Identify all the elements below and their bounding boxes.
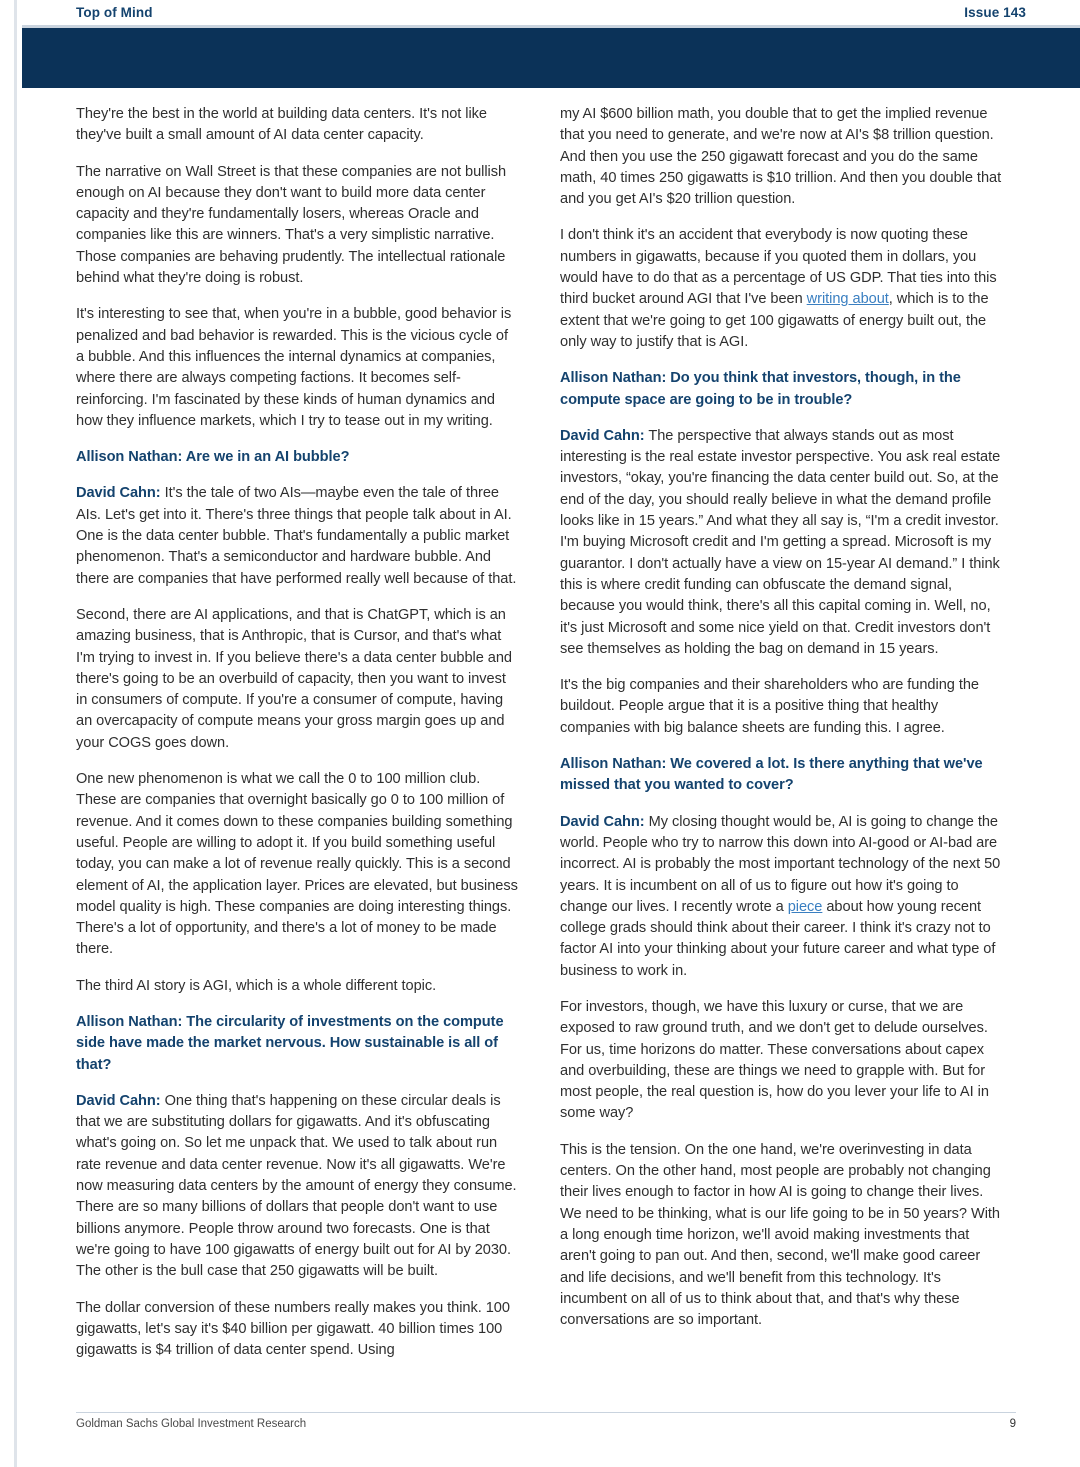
- interview-answer: [76, 1091, 520, 1283]
- right-column: [560, 104, 1004, 1346]
- body-paragraph: It's the big companies and their shareholders who are funding the buildout. People argue that it is a positive thing that healthy companies with big balance sheets are funding this. I agree.: [560, 677, 979, 736]
- paragraph-text-after-link: , which is to the extent that we're going to get 100 gigawatts of energy built out, the only way to justify that is AGI.: [560, 291, 989, 350]
- interview-question: Allison Nathan: Do you think that investors, though, in the compute space are going to be in trouble?: [560, 370, 961, 408]
- body-paragraph-with-link: [560, 225, 1004, 353]
- header-title-left: Top of Mind: [76, 5, 153, 20]
- body-paragraph: It's interesting to see that, when you're in a bubble, good behavior is penalized and bad behavior is rewarded. This is the vicious cycle of a bubble. And this influences the internal dynamics at companies, where there are always competing factions. It becomes self-reinforcing. I'm fascinated by these kinds of human dynamics and how they influence markets, which I try to tease out in my writing.: [76, 306, 512, 429]
- interview-question: Allison Nathan: The circularity of investments on the compute side have made the market nervous. How sustainable is all of that?: [76, 1013, 504, 1073]
- body-paragraph: This is the tension. On the one hand, we're overinvesting in data centers. On the other hand, most people are probably not changing their lives enough to factor in how AI is going to change their lives. We need to be thinking, what is our life going to be in 50 years? With a long enough time horizon, we'll avoid making investments that aren't going to pan out. And then, second, we'll make good career and life decisions, and we'll benefit from this technology. It's incumbent on all of us to think about that, and that's why these conversations are so important.: [560, 1141, 1000, 1329]
- header-banner: [22, 28, 1080, 88]
- body-paragraph: The narrative on Wall Street is that these companies are not bullish enough on AI because they don't want to build more data center capacity and they're fundamentally losers, whereas Oracle and companies like this are winners. That's a very simplistic narrative. Those companies are behaving prudently. The intellectual rationale behind what they're doing is robust.: [76, 163, 507, 287]
- answer-text-after-link: about how young recent college grads should think about their career. I think it's crazy not to factor AI into your thinking about your future career and what type of business to work in.: [560, 898, 996, 979]
- body-paragraph: The third AI story is AGI, which is a whole different topic.: [76, 977, 437, 994]
- answer-text: The perspective that always stands out as most interesting is the real estate investor perspective. You ask real estate investors, “okay, you're financing the data center build out. So, at the end of the day, you should really believe in what the demand profile looks like in 15 years.” And what they all say is, “I'm a credit investor. I'm buying Microsoft credit and I'm getting a spread. Microsoft is my guarantor. I don't actually have a view on 15-year AI demand.” I think this is where credit funding can obfuscate the demand signal, because you would think, there's all this capital coming in. Well, no, it's just Microsoft and some nice yield on that. Credit investors don't see themselves as holding the bag on demand in 15 years.: [560, 427, 1001, 657]
- footer-page-number: 9: [1009, 1418, 1016, 1430]
- interview-answer: [560, 426, 1004, 660]
- answer-text: It's the tale of two AIs—maybe even the tale of three AIs. Let's get into it. There's three things that people talk about in AI. One is the data center bubble. That's fundamentally a public market phenomenon. That's a semiconductor and hardware bubble. And there are companies that have performed really well because of that.: [76, 485, 517, 587]
- footer-divider: [76, 1412, 1016, 1413]
- left-column: [76, 104, 520, 1376]
- footer-source: Goldman Sachs Global Investment Research: [76, 1418, 307, 1430]
- paragraph-text-before-link: I don't think it's an accident that everybody is now quoting these numbers in gigawatts, because if you quoted them in dollars, you would have to do that as a percentage of US GDP. That ties into this third bucket around AGI that I've been: [560, 227, 997, 308]
- answer-text-before-link: My closing thought would be, AI is going to change the world. People who try to narrow this down into AI-good or AI-bad are incorrect. AI is probably the most important technology of the next 50 years. It is incumbent on all of us to figure out how it's going to change our lives. I recently wrote a: [560, 813, 1001, 915]
- answer-text: One thing that's happening on these circular deals is that we are substituting dollars for gigawatts. And it's obfuscating what's going on. So let me unpack that. We used to talk about run rate revenue and data center revenue. Now it's all gigawatts. We're now measuring data centers by the amount of energy they consume. There are so many billions of dollars that people don't want to use billions anymore. People throw around two forecasts. One is that we're going to have 100 gigawatts of energy built out for AI by 2030. The other is the bull case that 250 gigawatts will be built.: [76, 1092, 517, 1280]
- inline-link[interactable]: writing about: [806, 291, 889, 308]
- body-paragraph: The dollar conversion of these numbers really makes you think. 100 gigawatts, let's say it's $40 billion per gigawatt. 40 billion times 100 gigawatts is $4 trillion of data center spend. Using: [76, 1299, 510, 1359]
- speaker-name: David Cahn:: [560, 427, 645, 444]
- interview-answer: [76, 483, 520, 589]
- speaker-name: David Cahn:: [76, 485, 161, 502]
- page-footer: [76, 1418, 1016, 1430]
- header-issue-label: Issue 143: [964, 5, 1026, 20]
- body-paragraph: Second, there are AI applications, and that is ChatGPT, which is an amazing business, that is Anthropic, that is Cursor, and that's what I'm trying to invest in. If you believe there's a data center bubble and there's going to be an overbuild of capacity, then you want to invest in consumers of compute. If you're a consumer of compute, having an overcapacity of compute means your gross margin goes up and your COGS goes down.: [76, 606, 512, 751]
- two-column-layout: [76, 104, 1016, 1376]
- interview-answer-with-link: [560, 812, 1004, 982]
- inline-link[interactable]: piece: [787, 898, 823, 915]
- body-paragraph: my AI $600 billion math, you double that to get the implied revenue that you need to generate, and we're now at AI's $8 trillion question. And then you use the 250 gigawatt forecast and you do the same math, 40 times 250 gigawatts is $10 trillion. And then you double that and you get AI's $20 trillion question.: [560, 106, 1002, 208]
- speaker-name: David Cahn:: [560, 813, 645, 830]
- page-content: [0, 104, 1080, 1404]
- interview-question: Allison Nathan: Are we in an AI bubble?: [76, 449, 350, 466]
- page-header: [22, 0, 1080, 25]
- body-paragraph: One new phenomenon is what we call the 0 to 100 million club. These are companies that overnight basically go 0 to 100 million of revenue. And it comes down to these companies building something useful. People are willing to adopt it. If you build something useful today, you can make a lot of revenue really quickly. This is a second element of AI, the application layer. Prices are elevated, but business model quality is high. These companies are doing interesting things. There's a lot of opportunity, and there's a lot of money to be made there.: [76, 771, 518, 958]
- body-paragraph: For investors, though, we have this luxury or curse, that we are exposed to raw ground truth, and we don't get to delude ourselves. For us, time horizons do matter. These conversations about capex and overbuilding, these are things we need to grapple with. But for most people, the real question is, how do you lever your life to AI in some way?: [560, 998, 989, 1122]
- body-paragraph: They're the best in the world at building data centers. It's not like they've built a small amount of AI data center capacity.: [76, 106, 487, 144]
- speaker-name: David Cahn:: [76, 1092, 161, 1109]
- interview-question: Allison Nathan: We covered a lot. Is there anything that we've missed that you wanted to cover?: [560, 756, 983, 794]
